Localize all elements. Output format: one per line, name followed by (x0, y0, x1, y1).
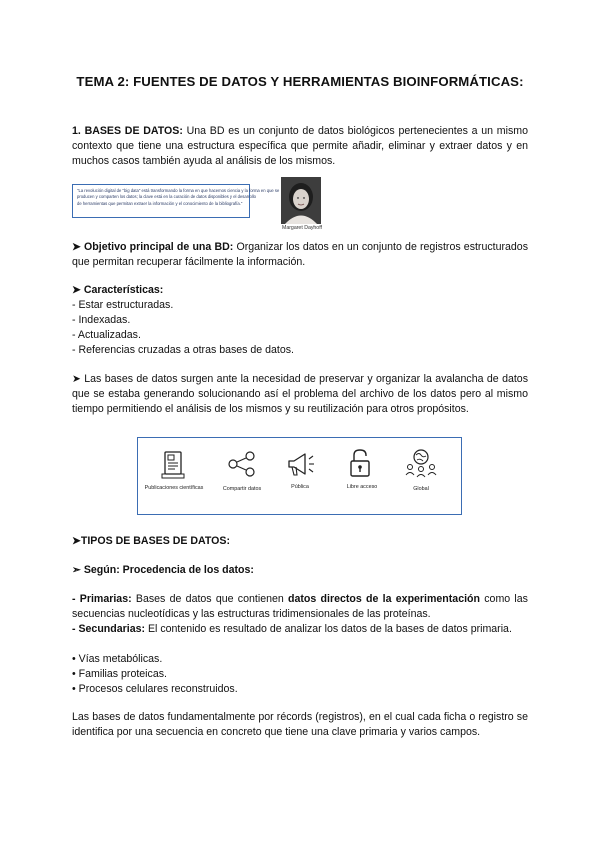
share-network-icon (226, 450, 258, 478)
caracteristicas-item: - Estar estructuradas. (72, 299, 174, 311)
primarias-text-after: como las secuencias nucleotídicas y las estructuras tridimensionales de las proteínas. (72, 593, 528, 621)
caracteristicas-item: - Referencias cruzadas a otras bases de datos. (72, 344, 294, 356)
objetivo-heading: ➤ Objetivo principal de una BD: (72, 241, 234, 253)
primarias-bold: datos directos de la experimentación (288, 593, 480, 605)
secundarias-item: • Procesos celulares reconstruidos. (72, 683, 238, 695)
caracteristicas-heading: ➤ Características: (72, 284, 164, 296)
page-title: TEMA 2: FUENTES DE DATOS Y HERRAMIENTAS BIOINFORMÁTICAS: (76, 74, 524, 89)
portrait-caption: Margaret Dayhoff (282, 225, 322, 231)
tipos-subheading: ➣ Según: Procedencia de los datos: (72, 564, 254, 576)
document-icon (160, 449, 188, 479)
caracteristicas-item: - Indexadas. (72, 314, 131, 326)
tipos-heading: ➤TIPOS DE BASES DE DATOS: (72, 535, 230, 547)
primarias-paragraph (72, 592, 528, 622)
quote-line: producen y comparten los datos; la clave está en la curación de datos disponibles y el desarrollo (77, 194, 257, 200)
caracteristicas-item: - Actualizadas. (72, 329, 141, 341)
icon-label-libre: Libre acceso (346, 484, 378, 490)
quote-line: de herramientas que permitan extraer la información y el conocimiento de la bibliografía." (77, 200, 243, 206)
features-figure (137, 437, 462, 515)
primarias-text: Bases de datos que contienen (131, 593, 289, 605)
secundarias-item: • Vías metabólicas. (72, 653, 163, 665)
global-people-icon (404, 447, 438, 479)
surgen-paragraph: ➤ Las bases de datos surgen ante la necesidad de preservar y organizar la avalancha de datos que se estaba generando solucionando así el problema del archivo de los datos pero al mismo tiempo permitiendo el análisis de los mismos y su reutilización para otros propósitos. (72, 373, 528, 416)
icon-label-global: Global (413, 486, 429, 492)
megaphone-icon (285, 449, 317, 479)
objetivo-text: Organizar los datos en un conjunto de registros estructurados que permitan recuperar fácilmente la información. (72, 241, 528, 269)
intro-paragraph (72, 124, 528, 170)
icon-label-publicaciones: Publicaciones científicas (144, 485, 204, 491)
portrait-image (281, 177, 321, 224)
intro-heading: 1. BASES DE DATOS: (72, 125, 183, 137)
quote-text (77, 188, 280, 207)
secundarias-text: El contenido es resultado de analizar los datos de la bases de datos primaria. (145, 623, 512, 635)
objetivo-paragraph (72, 240, 528, 270)
quote-figure (72, 184, 280, 218)
secundarias-paragraph (72, 622, 528, 637)
secundarias-item: • Familias proteicas. (72, 668, 167, 680)
icon-label-compartir: Compartir datos (222, 486, 262, 492)
secundarias-label: - Secundarias: (72, 623, 146, 635)
quote-line: "La revolución digital de "big data" está transformando la forma en que hacemos ciencia y la forma en que se (77, 188, 280, 193)
closing-paragraph: Las bases de datos fundamentalmente por récords (registros), en el cual cada ficha o registro se identifica por una secuencia en concreto que tiene una clave primaria y varios campos. (72, 711, 528, 739)
portrait-photo (281, 177, 321, 224)
icon-label-publica: Pública (291, 484, 309, 490)
primarias-label: - Primarias: (72, 593, 132, 605)
intro-text: Una BD es un conjunto de datos biológicos pertenecientes a un mismo contexto que tiene una estructura específica que permite añadir, eliminar y extraer datos y en muchos casos también ayuda al análisis de los mismos. (72, 125, 528, 168)
unlock-icon (346, 447, 376, 479)
